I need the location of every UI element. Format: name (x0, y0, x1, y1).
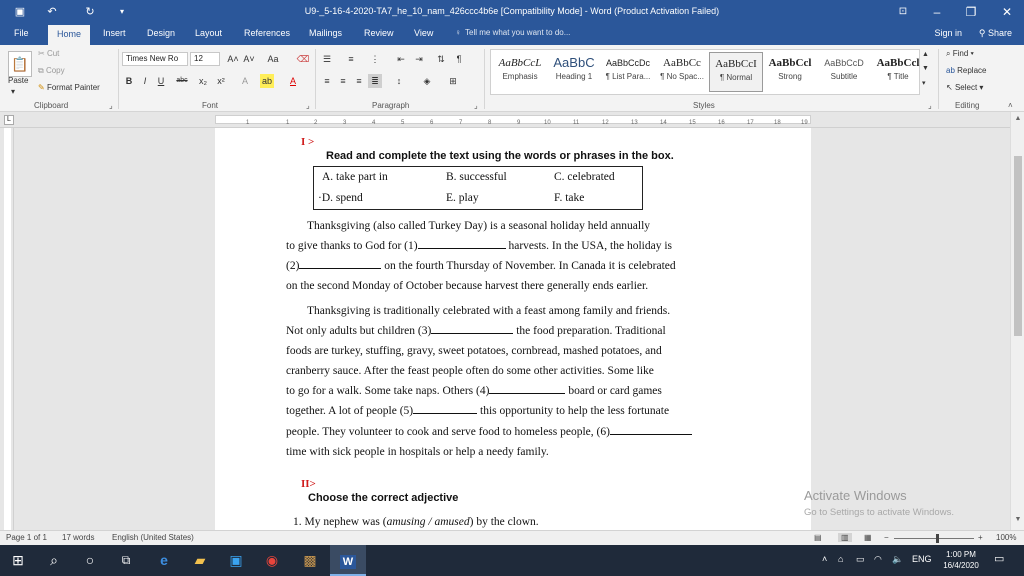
blank-1 (418, 239, 506, 249)
paste-dropdown-icon[interactable]: ▾ (11, 87, 16, 96)
zoom-out-icon[interactable]: − (884, 533, 889, 542)
file-explorer-icon[interactable]: ▰ (194, 552, 206, 568)
clock-time: 1:00 PM (946, 550, 976, 559)
scroll-thumb[interactable] (1014, 156, 1022, 336)
sort-icon[interactable]: ⇅ (437, 54, 445, 64)
blank-2 (299, 259, 381, 269)
font-group-label: Font (202, 101, 219, 110)
para2-line6-end: this opportunity to help the less fortunate (480, 405, 670, 418)
ruler-tick: 17 (747, 120, 754, 126)
styles-scroll-up-icon[interactable]: ▲ (922, 51, 929, 58)
collapse-ribbon-icon[interactable]: ˄ (1008, 101, 1013, 110)
editing-group-label: Editing (955, 101, 980, 110)
window-title: U9-_5-16-4-2020-TA7_he_10_nam_426ccc4b6e [Compatibility Mode] - Word (Product Activation Failed) (304, 6, 720, 16)
word-taskbar-icon[interactable] (330, 545, 366, 576)
para2-line1: Thanksgiving is traditionally celebrated with a feast among family and friends. (307, 305, 671, 317)
shading-icon[interactable]: ◈ (423, 76, 431, 86)
restore-button[interactable]: ❐ (965, 5, 977, 19)
section-1-marker: I > (301, 136, 315, 148)
brush-icon: ✎ (38, 83, 47, 92)
word-icon: W (340, 555, 356, 569)
paste-button[interactable]: Paste (8, 76, 29, 85)
tab-home[interactable]: Home (48, 25, 90, 45)
language-indicator[interactable]: English (United States) (112, 533, 194, 542)
para1-line2 (286, 236, 765, 256)
ruler-tick: 15 (689, 120, 696, 126)
chrome-icon[interactable]: ◉ (265, 552, 279, 568)
format-painter-label: Format Painter (46, 83, 100, 92)
multilevel-list-icon[interactable]: ⋮ (370, 54, 380, 64)
clear-formatting-icon[interactable]: ⌫ (296, 54, 310, 64)
align-center-icon[interactable]: ≡ (340, 76, 346, 86)
activate-windows-subtitle: Go to Settings to activate Windows. (804, 507, 954, 518)
replace-label: Replace (957, 66, 987, 75)
clipboard-icon[interactable]: 📋 (8, 51, 32, 77)
tab-insert[interactable]: Insert (103, 28, 126, 38)
para1-line2-start: to give thanks to God for (1) (286, 240, 418, 253)
zoom-level[interactable]: 100% (996, 533, 1017, 542)
para1-line3-end: on the fourth Thursday of November. In Canada it is celebrated (384, 260, 676, 273)
question-1 (293, 516, 539, 528)
justify-icon[interactable]: ≣ (368, 74, 382, 88)
question-1-end: ) by the clown. (469, 516, 539, 528)
ruler-tick: 1 (286, 120, 290, 126)
style-preview: AaBbCcD (824, 58, 864, 68)
ruler-tick: 12 (602, 120, 609, 126)
para2-line4: cranberry sauce. After the feast people often do some other activities. Some like (286, 365, 654, 378)
section-2-heading: Choose the correct adjective (308, 492, 459, 504)
cortana-icon[interactable]: ○ (85, 552, 95, 568)
scroll-down-icon[interactable]: ▼ (1014, 516, 1022, 523)
start-icon[interactable]: ⊞ (12, 552, 24, 568)
clock[interactable] (936, 549, 986, 571)
blank-3 (431, 324, 513, 334)
para2-line2-end: the food preparation. Traditional (516, 325, 666, 338)
style-preview: AaBbCcl (768, 57, 812, 69)
tab-design[interactable]: Design (147, 28, 176, 38)
ruler-bar[interactable] (215, 115, 811, 124)
style-name: Heading 1 (555, 72, 593, 81)
styles-gallery (490, 49, 920, 95)
para1-line2-end: harvests. In the USA, the holiday is (508, 240, 673, 253)
ribbon (0, 45, 1024, 112)
font-name-box[interactable]: Times New Ro (122, 52, 188, 66)
read-mode-icon[interactable]: ▤ (814, 533, 822, 542)
blank-5 (413, 404, 477, 414)
style-normal[interactable] (709, 52, 763, 92)
cut-label: Cut (46, 49, 60, 58)
font-launcher-icon[interactable]: ⌟ (306, 101, 310, 110)
horizontal-ruler[interactable] (0, 112, 1024, 128)
styles-launcher-icon[interactable]: ⌟ (928, 101, 932, 110)
zoom-slider-thumb[interactable] (936, 534, 939, 543)
group-separator (315, 49, 316, 109)
tab-selector[interactable]: L (4, 115, 14, 125)
network-icon[interactable]: ⌂ (838, 554, 844, 564)
word-count[interactable]: 17 words (62, 533, 95, 542)
scroll-up-icon[interactable]: ▲ (1014, 115, 1022, 122)
para2-line5-end: board or card games (568, 385, 662, 398)
ruler-tick: 9 (517, 120, 521, 126)
section-1-heading: Read and complete the text using the words or phrases in the box. (326, 150, 674, 162)
style-name: ¶ List Para... (605, 72, 651, 81)
replace-icon: ab (946, 66, 958, 75)
clipboard-group-label: Clipboard (34, 101, 69, 110)
group-separator (118, 49, 119, 109)
grow-font-button[interactable]: A˄ (227, 54, 239, 64)
strikethrough-button[interactable]: abc (176, 77, 188, 84)
vertical-ruler-bar[interactable] (4, 128, 11, 530)
styles-scroll-down-icon[interactable]: ▼ (922, 65, 929, 72)
paragraph-group-label: Paragraph (372, 101, 410, 110)
task-view-icon[interactable]: ⧉ (121, 553, 131, 567)
clipboard-launcher-icon[interactable]: ⌟ (109, 101, 113, 110)
option-a: A. take part in (322, 171, 388, 183)
copy-label: Copy (45, 66, 65, 75)
select-label: Select (954, 83, 978, 92)
ruler-tick: 1 (246, 120, 250, 126)
page-count[interactable]: Page 1 of 1 (6, 533, 47, 542)
bullets-icon[interactable]: ☰ (322, 54, 332, 64)
tab-layout[interactable]: Layout (195, 28, 223, 38)
style-name: ¶ Normal (719, 73, 753, 82)
vertical-scrollbar[interactable] (1010, 112, 1024, 530)
wifi-icon[interactable]: ◠ (874, 554, 882, 564)
tab-mailings[interactable]: Mailings (309, 28, 343, 38)
ribbon-tabs (0, 24, 1024, 45)
line-spacing-icon[interactable]: ↕ (396, 76, 402, 86)
para2-line6-start: together. A lot of people (5) (286, 405, 414, 418)
person-icon: ⚲ (978, 28, 988, 38)
ruler-tick: 6 (430, 120, 434, 126)
cursor-icon: ↖ (946, 83, 955, 92)
status-bar (0, 530, 1024, 545)
share-button[interactable] (979, 28, 1012, 39)
blank-6 (610, 425, 692, 435)
copy-button[interactable] (38, 66, 65, 76)
option-d: ·D. spend (318, 192, 363, 204)
paragraph-1 (286, 216, 765, 296)
ruler-tick: 14 (660, 120, 667, 126)
ruler-tick: 3 (343, 120, 347, 126)
font-color-button[interactable]: A (289, 76, 296, 86)
ruler-tick: 2 (314, 120, 318, 126)
borders-icon[interactable]: ⊞ (449, 76, 457, 86)
word-box (313, 166, 643, 210)
share-label: Share (987, 28, 1012, 38)
para2-line7 (286, 422, 765, 442)
styles-more-icon[interactable]: ▾ (922, 80, 926, 87)
question-1-start: 1. My nephew was ( (293, 516, 387, 528)
ruler-tick: 19 (801, 120, 808, 126)
copy-icon: ⧉ (38, 66, 46, 75)
find-button[interactable]: ⌕ Find ▾ (946, 49, 974, 58)
find-label: Find (952, 49, 969, 58)
notification-icon[interactable]: ▭ (994, 553, 1005, 565)
subscript-button[interactable]: x₂ (199, 76, 207, 86)
undo-icon[interactable]: ↶ (47, 6, 57, 18)
question-1-choices: amusing / amused (386, 516, 470, 528)
style-preview: AaBbCc (663, 57, 701, 69)
para1-line3 (286, 256, 765, 276)
tell-me-box[interactable] (455, 28, 570, 37)
para1-line3-start: (2) (286, 260, 300, 273)
ruler-tick: 4 (372, 120, 376, 126)
para2-line2 (286, 321, 765, 341)
volume-icon[interactable]: 🔈 (892, 554, 904, 564)
style-no-spacing[interactable] (655, 52, 709, 92)
style-strong[interactable] (763, 52, 817, 92)
italic-button[interactable]: I (143, 76, 147, 86)
styles-group-label: Styles (693, 101, 715, 110)
app-icon[interactable]: ▩ (303, 552, 317, 568)
style-preview: AaBbCcI (715, 58, 757, 70)
option-e: E. play (446, 192, 479, 204)
option-b: B. successful (446, 171, 507, 183)
title-bar (0, 0, 1024, 24)
bold-button[interactable]: B (125, 76, 133, 86)
show-marks-button[interactable]: ¶ (456, 54, 462, 64)
align-left-icon[interactable]: ≡ (324, 76, 330, 86)
store-icon[interactable]: ▣ (229, 552, 243, 568)
option-c: C. celebrated (554, 171, 615, 183)
input-language[interactable]: ENG (912, 554, 932, 564)
font-size-box[interactable]: 12 (190, 52, 220, 66)
ruler-tick: 16 (718, 120, 725, 126)
ruler-tick: 8 (488, 120, 492, 126)
style-subtitle[interactable] (817, 52, 871, 92)
style-preview: AaBbC (553, 55, 595, 70)
style-name: ¶ Title (887, 72, 909, 81)
web-layout-icon[interactable]: ▦ (864, 533, 872, 542)
para1-line1: Thanksgiving (also called Turkey Day) is a seasonal holiday held annually (307, 220, 651, 232)
ribbon-display-options-icon[interactable]: ⊡ (898, 6, 908, 17)
tab-view[interactable]: View (414, 28, 434, 38)
para2-line7-start: people. They volunteer to cook and serve food to homeless people, (6) (286, 425, 610, 438)
underline-button[interactable]: U (157, 76, 165, 86)
windows-taskbar (0, 545, 1024, 576)
redo-icon[interactable]: ↻ (85, 6, 95, 18)
group-separator (938, 49, 939, 109)
edge-icon[interactable]: e (160, 552, 168, 568)
style-title[interactable] (871, 52, 925, 92)
tab-review[interactable]: Review (364, 28, 394, 38)
style-preview: AaBbCcL (498, 57, 542, 69)
shrink-font-button[interactable]: A˅ (243, 54, 255, 64)
minimize-button[interactable]: – (933, 5, 941, 19)
ruler-tick: 18 (774, 120, 781, 126)
numbering-icon[interactable]: ≡ (348, 54, 354, 64)
increase-indent-icon[interactable]: ⇥ (415, 54, 423, 64)
style-emphasis[interactable] (493, 52, 547, 92)
activate-windows-title: Activate Windows (804, 488, 907, 503)
style-list-paragraph[interactable] (601, 52, 655, 92)
style-name: Strong (778, 72, 802, 81)
search-icon[interactable]: ⌕ (50, 552, 58, 568)
style-preview: AaBbCcl (876, 57, 920, 69)
replace-button[interactable] (946, 66, 986, 75)
customize-quick-access-icon[interactable]: ▾ (119, 7, 124, 16)
ruler-tick: 5 (401, 120, 405, 126)
para2-line8: time with sick people in hospitals or help a needy family. (286, 445, 549, 458)
style-heading-1[interactable] (547, 52, 601, 92)
para2-line5-start: to go for a walk. Some take naps. Others (4) (286, 385, 490, 398)
zoom-in-icon[interactable]: + (978, 533, 983, 542)
battery-icon[interactable]: ▭ (856, 554, 865, 564)
para2-line5 (286, 381, 765, 401)
cut-button[interactable] (38, 49, 59, 58)
save-icon[interactable]: ▣ (14, 6, 26, 18)
tab-file[interactable]: File (14, 28, 29, 38)
print-layout-icon[interactable]: ▥ (838, 533, 852, 542)
paragraph-launcher-icon[interactable]: ⌟ (474, 101, 478, 110)
tab-references[interactable]: References (244, 28, 291, 38)
highlight-button[interactable]: ab (261, 76, 272, 86)
change-case-button[interactable]: Aa (267, 54, 279, 64)
document-page[interactable] (215, 128, 811, 530)
close-button[interactable]: ✕ (1001, 5, 1013, 19)
align-right-icon[interactable]: ≡ (356, 76, 362, 86)
format-painter-button[interactable] (38, 83, 100, 92)
paragraph-2 (286, 301, 765, 462)
style-preview: AaBbCcDc (605, 58, 650, 68)
group-separator (484, 49, 485, 109)
scissors-icon: ✂ (38, 49, 47, 58)
sign-in-link[interactable]: Sign in (934, 28, 962, 38)
ruler-tick: 11 (573, 120, 580, 126)
select-button[interactable]: ↖ Select ▾ (946, 83, 984, 92)
superscript-button[interactable]: x² (217, 76, 225, 86)
option-f: F. take (554, 192, 585, 204)
lightbulb-icon: ♀ (455, 28, 461, 37)
para2-line6 (286, 401, 765, 421)
para2-line2-start: Not only adults but children (3) (286, 325, 432, 338)
tell-me-placeholder: Tell me what you want to do... (465, 28, 571, 37)
blank-4 (489, 384, 565, 394)
decrease-indent-icon[interactable]: ⇤ (397, 54, 405, 64)
clock-date: 16/4/2020 (943, 561, 979, 570)
style-name: ¶ No Spac... (660, 72, 704, 81)
ruler-tick: 7 (459, 120, 463, 126)
para1-line4: on the second Monday of October because harvest there generally ends earlier. (286, 280, 649, 293)
zoom-slider[interactable] (894, 538, 974, 539)
ruler-tick: 13 (631, 120, 638, 126)
vertical-ruler[interactable] (0, 128, 14, 530)
style-name: Subtitle (830, 72, 858, 81)
search-icon: ⌕ (946, 49, 953, 58)
section-2-marker: II> (301, 478, 316, 490)
ruler-tick: 10 (544, 120, 551, 126)
para2-line3: foods are turkey, stuffing, gravy, sweet potatoes, cornbread, mashed potatoes, and (286, 345, 662, 358)
show-hidden-icons[interactable]: ˄ (822, 554, 828, 564)
style-name: Emphasis (502, 72, 538, 81)
text-effects-button[interactable]: A (241, 76, 248, 86)
